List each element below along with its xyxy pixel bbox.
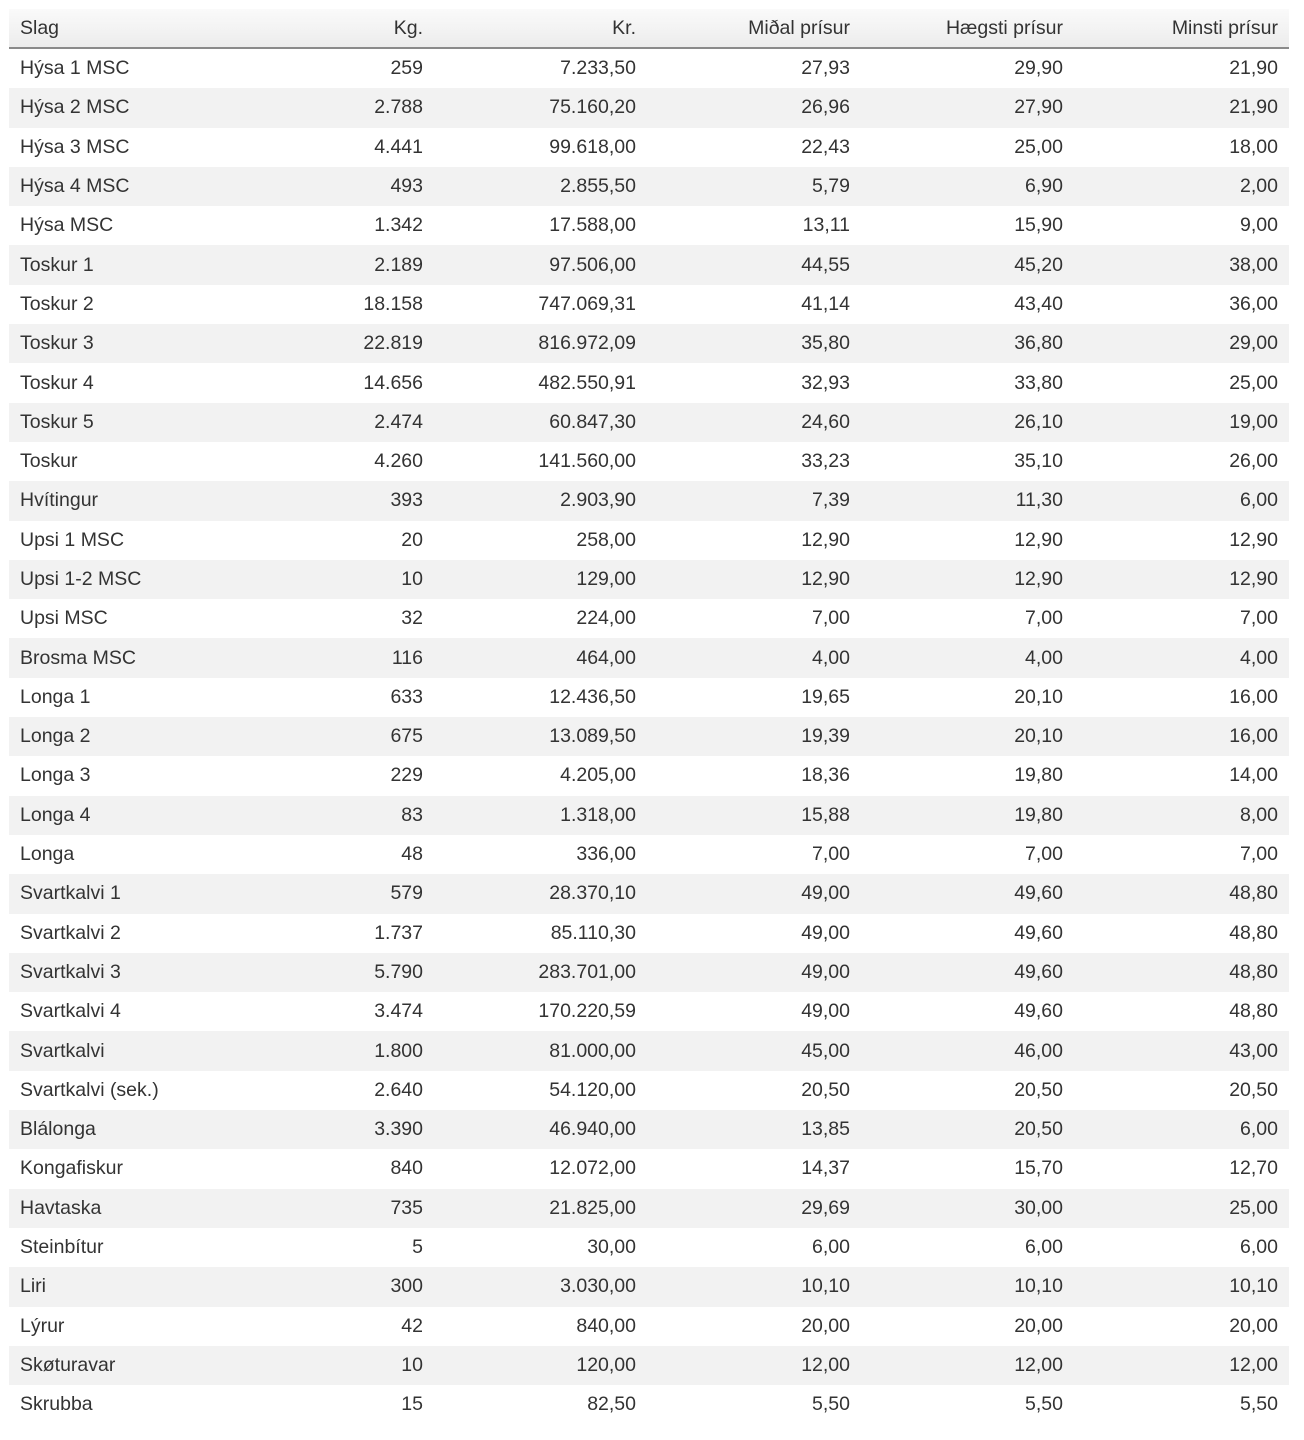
highest-price-cell: 15,90 bbox=[861, 206, 1074, 245]
average-price-cell: 26,96 bbox=[647, 88, 861, 127]
kr-cell: 46.940,00 bbox=[434, 1110, 647, 1149]
lowest-price-cell: 20,00 bbox=[1074, 1307, 1289, 1346]
lowest-price-cell: 12,00 bbox=[1074, 1346, 1289, 1385]
kg-cell: 259 bbox=[212, 48, 434, 88]
highest-price-cell: 12,90 bbox=[861, 560, 1074, 599]
kg-cell: 83 bbox=[212, 796, 434, 835]
table-row bbox=[9, 560, 1289, 599]
fish-price-table bbox=[9, 9, 1289, 1424]
species-cell: Hýsa 4 MSC bbox=[9, 167, 212, 206]
average-price-cell: 45,00 bbox=[647, 1031, 861, 1070]
kr-cell: 17.588,00 bbox=[434, 206, 647, 245]
table-row bbox=[9, 167, 1289, 206]
kr-cell: 120,00 bbox=[434, 1346, 647, 1385]
highest-price-cell: 19,80 bbox=[861, 796, 1074, 835]
species-cell: Lýrur bbox=[9, 1307, 212, 1346]
average-price-cell: 19,65 bbox=[647, 678, 861, 717]
highest-price-cell: 35,10 bbox=[861, 442, 1074, 481]
kg-cell: 5 bbox=[212, 1228, 434, 1267]
kg-cell: 22.819 bbox=[212, 324, 434, 363]
lowest-price-cell: 21,90 bbox=[1074, 88, 1289, 127]
lowest-price-cell: 7,00 bbox=[1074, 599, 1289, 638]
average-price-cell: 12,00 bbox=[647, 1346, 861, 1385]
table-row bbox=[9, 442, 1289, 481]
highest-price-cell: 49,60 bbox=[861, 874, 1074, 913]
table-row bbox=[9, 1307, 1289, 1346]
kg-cell: 15 bbox=[212, 1385, 434, 1424]
kg-cell: 633 bbox=[212, 678, 434, 717]
highest-price-cell: 7,00 bbox=[861, 835, 1074, 874]
lowest-price-cell: 18,00 bbox=[1074, 128, 1289, 167]
highest-price-cell: 45,20 bbox=[861, 245, 1074, 284]
table-row bbox=[9, 874, 1289, 913]
average-price-cell: 10,10 bbox=[647, 1267, 861, 1306]
species-cell: Toskur 4 bbox=[9, 363, 212, 402]
lowest-price-cell: 29,00 bbox=[1074, 324, 1289, 363]
table-row bbox=[9, 403, 1289, 442]
kr-cell: 7.233,50 bbox=[434, 48, 647, 88]
average-price-cell: 20,50 bbox=[647, 1071, 861, 1110]
table-body bbox=[9, 48, 1289, 1424]
kg-cell: 14.656 bbox=[212, 363, 434, 402]
average-price-cell: 24,60 bbox=[647, 403, 861, 442]
average-price-cell: 18,36 bbox=[647, 756, 861, 795]
species-cell: Longa 3 bbox=[9, 756, 212, 795]
lowest-price-cell: 8,00 bbox=[1074, 796, 1289, 835]
average-price-cell: 12,90 bbox=[647, 521, 861, 560]
table-row bbox=[9, 756, 1289, 795]
species-cell: Blálonga bbox=[9, 1110, 212, 1149]
table-row bbox=[9, 678, 1289, 717]
average-price-cell: 22,43 bbox=[647, 128, 861, 167]
species-cell: Upsi MSC bbox=[9, 599, 212, 638]
column-header-species[interactable]: Slag bbox=[9, 9, 212, 48]
kr-cell: 283.701,00 bbox=[434, 953, 647, 992]
table-row bbox=[9, 1110, 1289, 1149]
kg-cell: 1.737 bbox=[212, 914, 434, 953]
species-cell: Kongafiskur bbox=[9, 1149, 212, 1188]
kg-cell: 20 bbox=[212, 521, 434, 560]
average-price-cell: 12,90 bbox=[647, 560, 861, 599]
kr-cell: 12.072,00 bbox=[434, 1149, 647, 1188]
table-row bbox=[9, 88, 1289, 127]
lowest-price-cell: 43,00 bbox=[1074, 1031, 1289, 1070]
kg-cell: 735 bbox=[212, 1189, 434, 1228]
kr-cell: 258,00 bbox=[434, 521, 647, 560]
species-cell: Toskur bbox=[9, 442, 212, 481]
highest-price-cell: 7,00 bbox=[861, 599, 1074, 638]
lowest-price-cell: 6,00 bbox=[1074, 481, 1289, 520]
lowest-price-cell: 6,00 bbox=[1074, 1228, 1289, 1267]
table-row bbox=[9, 1385, 1289, 1424]
average-price-cell: 7,00 bbox=[647, 835, 861, 874]
lowest-price-cell: 38,00 bbox=[1074, 245, 1289, 284]
species-cell: Svartkalvi 2 bbox=[9, 914, 212, 953]
lowest-price-cell: 6,00 bbox=[1074, 1110, 1289, 1149]
species-cell: Liri bbox=[9, 1267, 212, 1306]
kg-cell: 1.342 bbox=[212, 206, 434, 245]
lowest-price-cell: 14,00 bbox=[1074, 756, 1289, 795]
species-cell: Upsi 1-2 MSC bbox=[9, 560, 212, 599]
table-row bbox=[9, 1031, 1289, 1070]
highest-price-cell: 36,80 bbox=[861, 324, 1074, 363]
average-price-cell: 49,00 bbox=[647, 914, 861, 953]
kr-cell: 97.506,00 bbox=[434, 245, 647, 284]
table-row bbox=[9, 1228, 1289, 1267]
average-price-cell: 4,00 bbox=[647, 638, 861, 677]
kg-cell: 4.260 bbox=[212, 442, 434, 481]
kr-cell: 30,00 bbox=[434, 1228, 647, 1267]
kr-cell: 4.205,00 bbox=[434, 756, 647, 795]
highest-price-cell: 20,50 bbox=[861, 1071, 1074, 1110]
kg-cell: 5.790 bbox=[212, 953, 434, 992]
table-row bbox=[9, 1267, 1289, 1306]
table-row bbox=[9, 835, 1289, 874]
average-price-cell: 49,00 bbox=[647, 992, 861, 1031]
average-price-cell: 19,39 bbox=[647, 717, 861, 756]
average-price-cell: 41,14 bbox=[647, 285, 861, 324]
species-cell: Hvítingur bbox=[9, 481, 212, 520]
kg-cell: 48 bbox=[212, 835, 434, 874]
average-price-cell: 29,69 bbox=[647, 1189, 861, 1228]
average-price-cell: 44,55 bbox=[647, 245, 861, 284]
kg-cell: 300 bbox=[212, 1267, 434, 1306]
column-header-lowest-price[interactable]: Minsti prísur bbox=[1074, 9, 1289, 48]
header-row bbox=[9, 9, 1289, 48]
highest-price-cell: 49,60 bbox=[861, 914, 1074, 953]
average-price-cell: 15,88 bbox=[647, 796, 861, 835]
highest-price-cell: 30,00 bbox=[861, 1189, 1074, 1228]
lowest-price-cell: 48,80 bbox=[1074, 914, 1289, 953]
species-cell: Hýsa 3 MSC bbox=[9, 128, 212, 167]
table-row bbox=[9, 953, 1289, 992]
species-cell: Havtaska bbox=[9, 1189, 212, 1228]
species-cell: Brosma MSC bbox=[9, 638, 212, 677]
species-cell: Toskur 1 bbox=[9, 245, 212, 284]
average-price-cell: 7,00 bbox=[647, 599, 861, 638]
highest-price-cell: 6,90 bbox=[861, 167, 1074, 206]
species-cell: Longa 2 bbox=[9, 717, 212, 756]
species-cell: Svartkalvi 1 bbox=[9, 874, 212, 913]
kg-cell: 3.390 bbox=[212, 1110, 434, 1149]
highest-price-cell: 49,60 bbox=[861, 953, 1074, 992]
lowest-price-cell: 25,00 bbox=[1074, 1189, 1289, 1228]
species-cell: Steinbítur bbox=[9, 1228, 212, 1267]
highest-price-cell: 27,90 bbox=[861, 88, 1074, 127]
kg-cell: 579 bbox=[212, 874, 434, 913]
table-row bbox=[9, 363, 1289, 402]
kr-cell: 1.318,00 bbox=[434, 796, 647, 835]
average-price-cell: 5,50 bbox=[647, 1385, 861, 1424]
species-cell: Skøturavar bbox=[9, 1346, 212, 1385]
species-cell: Toskur 3 bbox=[9, 324, 212, 363]
table-row bbox=[9, 796, 1289, 835]
species-cell: Skrubba bbox=[9, 1385, 212, 1424]
kr-cell: 13.089,50 bbox=[434, 717, 647, 756]
lowest-price-cell: 26,00 bbox=[1074, 442, 1289, 481]
kr-cell: 2.855,50 bbox=[434, 167, 647, 206]
lowest-price-cell: 12,70 bbox=[1074, 1149, 1289, 1188]
lowest-price-cell: 12,90 bbox=[1074, 521, 1289, 560]
column-header-average-price[interactable]: Miðal prísur bbox=[647, 9, 861, 48]
highest-price-cell: 29,90 bbox=[861, 48, 1074, 88]
kr-cell: 75.160,20 bbox=[434, 88, 647, 127]
kr-cell: 141.560,00 bbox=[434, 442, 647, 481]
kr-cell: 482.550,91 bbox=[434, 363, 647, 402]
table-row bbox=[9, 717, 1289, 756]
kg-cell: 2.788 bbox=[212, 88, 434, 127]
highest-price-cell: 33,80 bbox=[861, 363, 1074, 402]
lowest-price-cell: 10,10 bbox=[1074, 1267, 1289, 1306]
table-row bbox=[9, 48, 1289, 88]
lowest-price-cell: 36,00 bbox=[1074, 285, 1289, 324]
lowest-price-cell: 25,00 bbox=[1074, 363, 1289, 402]
kr-cell: 12.436,50 bbox=[434, 678, 647, 717]
lowest-price-cell: 9,00 bbox=[1074, 206, 1289, 245]
lowest-price-cell: 4,00 bbox=[1074, 638, 1289, 677]
average-price-cell: 14,37 bbox=[647, 1149, 861, 1188]
kg-cell: 10 bbox=[212, 1346, 434, 1385]
kr-cell: 82,50 bbox=[434, 1385, 647, 1424]
species-cell: Toskur 5 bbox=[9, 403, 212, 442]
kr-cell: 224,00 bbox=[434, 599, 647, 638]
highest-price-cell: 43,40 bbox=[861, 285, 1074, 324]
table-header bbox=[9, 9, 1289, 48]
average-price-cell: 5,79 bbox=[647, 167, 861, 206]
table-row bbox=[9, 206, 1289, 245]
kr-cell: 81.000,00 bbox=[434, 1031, 647, 1070]
average-price-cell: 49,00 bbox=[647, 953, 861, 992]
table-row bbox=[9, 638, 1289, 677]
kr-cell: 2.903,90 bbox=[434, 481, 647, 520]
species-cell: Svartkalvi 3 bbox=[9, 953, 212, 992]
table-row bbox=[9, 128, 1289, 167]
highest-price-cell: 5,50 bbox=[861, 1385, 1074, 1424]
highest-price-cell: 26,10 bbox=[861, 403, 1074, 442]
average-price-cell: 20,00 bbox=[647, 1307, 861, 1346]
table-row bbox=[9, 1071, 1289, 1110]
table-row bbox=[9, 481, 1289, 520]
species-cell: Hýsa MSC bbox=[9, 206, 212, 245]
kg-cell: 229 bbox=[212, 756, 434, 795]
highest-price-cell: 12,90 bbox=[861, 521, 1074, 560]
average-price-cell: 6,00 bbox=[647, 1228, 861, 1267]
average-price-cell: 13,11 bbox=[647, 206, 861, 245]
species-cell: Svartkalvi bbox=[9, 1031, 212, 1070]
highest-price-cell: 4,00 bbox=[861, 638, 1074, 677]
lowest-price-cell: 5,50 bbox=[1074, 1385, 1289, 1424]
kr-cell: 816.972,09 bbox=[434, 324, 647, 363]
highest-price-cell: 10,10 bbox=[861, 1267, 1074, 1306]
lowest-price-cell: 48,80 bbox=[1074, 992, 1289, 1031]
highest-price-cell: 11,30 bbox=[861, 481, 1074, 520]
species-cell: Longa bbox=[9, 835, 212, 874]
kr-cell: 99.618,00 bbox=[434, 128, 647, 167]
kg-cell: 4.441 bbox=[212, 128, 434, 167]
highest-price-cell: 20,00 bbox=[861, 1307, 1074, 1346]
kr-cell: 170.220,59 bbox=[434, 992, 647, 1031]
kg-cell: 840 bbox=[212, 1149, 434, 1188]
lowest-price-cell: 7,00 bbox=[1074, 835, 1289, 874]
kg-cell: 2.189 bbox=[212, 245, 434, 284]
species-cell: Toskur 2 bbox=[9, 285, 212, 324]
kr-cell: 747.069,31 bbox=[434, 285, 647, 324]
kg-cell: 493 bbox=[212, 167, 434, 206]
kg-cell: 2.640 bbox=[212, 1071, 434, 1110]
highest-price-cell: 20,50 bbox=[861, 1110, 1074, 1149]
highest-price-cell: 20,10 bbox=[861, 678, 1074, 717]
table-row bbox=[9, 992, 1289, 1031]
table-row bbox=[9, 914, 1289, 953]
highest-price-cell: 15,70 bbox=[861, 1149, 1074, 1188]
highest-price-cell: 25,00 bbox=[861, 128, 1074, 167]
table-row bbox=[9, 1189, 1289, 1228]
highest-price-cell: 19,80 bbox=[861, 756, 1074, 795]
kr-cell: 464,00 bbox=[434, 638, 647, 677]
kr-cell: 336,00 bbox=[434, 835, 647, 874]
lowest-price-cell: 16,00 bbox=[1074, 717, 1289, 756]
kg-cell: 116 bbox=[212, 638, 434, 677]
species-cell: Hýsa 2 MSC bbox=[9, 88, 212, 127]
highest-price-cell: 6,00 bbox=[861, 1228, 1074, 1267]
table-row bbox=[9, 1346, 1289, 1385]
kr-cell: 3.030,00 bbox=[434, 1267, 647, 1306]
lowest-price-cell: 20,50 bbox=[1074, 1071, 1289, 1110]
kr-cell: 60.847,30 bbox=[434, 403, 647, 442]
kr-cell: 129,00 bbox=[434, 560, 647, 599]
highest-price-cell: 49,60 bbox=[861, 992, 1074, 1031]
average-price-cell: 13,85 bbox=[647, 1110, 861, 1149]
table-row bbox=[9, 324, 1289, 363]
kr-cell: 28.370,10 bbox=[434, 874, 647, 913]
species-cell: Longa 4 bbox=[9, 796, 212, 835]
kg-cell: 32 bbox=[212, 599, 434, 638]
average-price-cell: 33,23 bbox=[647, 442, 861, 481]
average-price-cell: 49,00 bbox=[647, 874, 861, 913]
table-row bbox=[9, 245, 1289, 284]
lowest-price-cell: 19,00 bbox=[1074, 403, 1289, 442]
kg-cell: 10 bbox=[212, 560, 434, 599]
species-cell: Svartkalvi (sek.) bbox=[9, 1071, 212, 1110]
species-cell: Hýsa 1 MSC bbox=[9, 48, 212, 88]
lowest-price-cell: 2,00 bbox=[1074, 167, 1289, 206]
highest-price-cell: 12,00 bbox=[861, 1346, 1074, 1385]
kg-cell: 18.158 bbox=[212, 285, 434, 324]
highest-price-cell: 20,10 bbox=[861, 717, 1074, 756]
kg-cell: 42 bbox=[212, 1307, 434, 1346]
kg-cell: 1.800 bbox=[212, 1031, 434, 1070]
fish-price-table-container bbox=[9, 9, 1289, 1424]
column-header-kr[interactable]: Kr. bbox=[434, 9, 647, 48]
kg-cell: 393 bbox=[212, 481, 434, 520]
average-price-cell: 7,39 bbox=[647, 481, 861, 520]
kg-cell: 675 bbox=[212, 717, 434, 756]
column-header-kg[interactable]: Kg. bbox=[212, 9, 434, 48]
lowest-price-cell: 21,90 bbox=[1074, 48, 1289, 88]
kr-cell: 54.120,00 bbox=[434, 1071, 647, 1110]
lowest-price-cell: 48,80 bbox=[1074, 874, 1289, 913]
species-cell: Longa 1 bbox=[9, 678, 212, 717]
column-header-highest-price[interactable]: Hægsti prísur bbox=[861, 9, 1074, 48]
highest-price-cell: 46,00 bbox=[861, 1031, 1074, 1070]
table-row bbox=[9, 285, 1289, 324]
kr-cell: 85.110,30 bbox=[434, 914, 647, 953]
table-row bbox=[9, 599, 1289, 638]
kg-cell: 2.474 bbox=[212, 403, 434, 442]
species-cell: Svartkalvi 4 bbox=[9, 992, 212, 1031]
table-row bbox=[9, 521, 1289, 560]
average-price-cell: 27,93 bbox=[647, 48, 861, 88]
average-price-cell: 32,93 bbox=[647, 363, 861, 402]
kr-cell: 21.825,00 bbox=[434, 1189, 647, 1228]
lowest-price-cell: 16,00 bbox=[1074, 678, 1289, 717]
kg-cell: 3.474 bbox=[212, 992, 434, 1031]
lowest-price-cell: 12,90 bbox=[1074, 560, 1289, 599]
kr-cell: 840,00 bbox=[434, 1307, 647, 1346]
average-price-cell: 35,80 bbox=[647, 324, 861, 363]
table-row bbox=[9, 1149, 1289, 1188]
lowest-price-cell: 48,80 bbox=[1074, 953, 1289, 992]
species-cell: Upsi 1 MSC bbox=[9, 521, 212, 560]
